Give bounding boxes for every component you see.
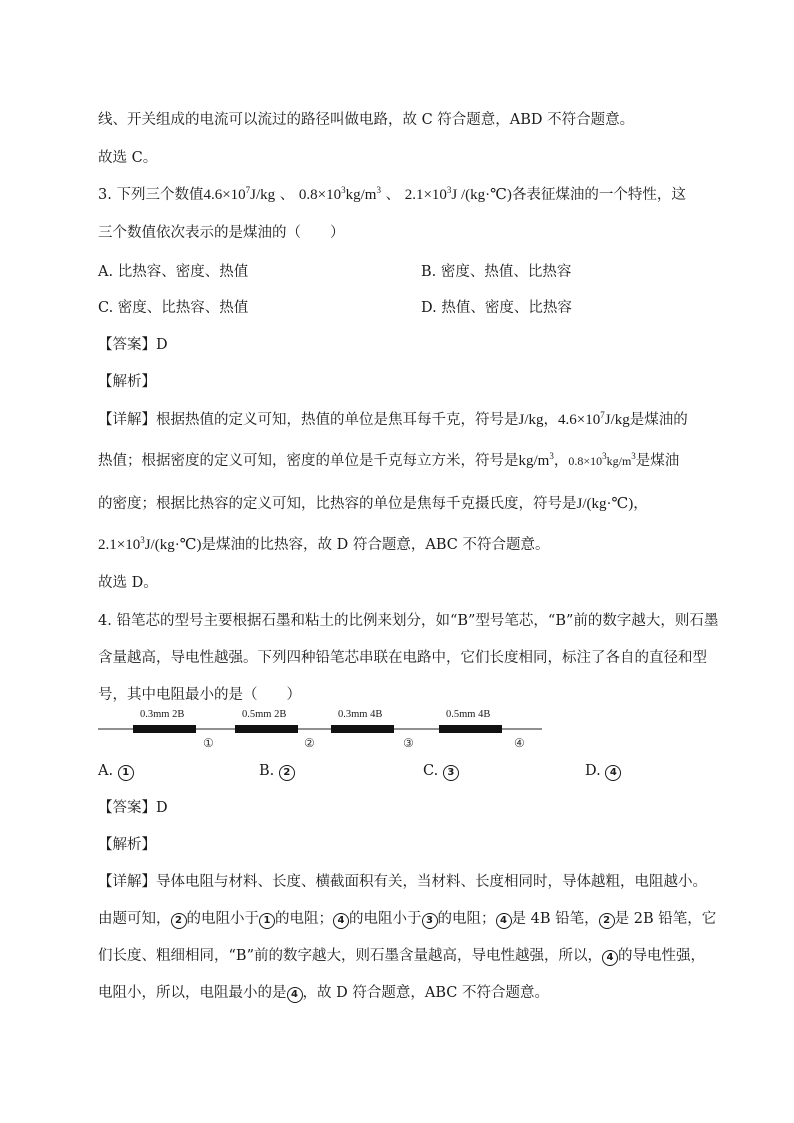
q4-detail-line3: 们长度、粗细相同，“B”前的数字越大，则石墨含量越高，导电性越强，所以， 4 的导电性强， — [98, 948, 705, 964]
q4-stem-line2: 含量越高，导电性越强。下列四种铅笔芯串联在电路中，它们长度相同，标注了各自的直径和型 — [98, 650, 707, 666]
q3-detail-line1: 【详解】根据热值的定义可知，热值的单位是焦耳每千克，符号是J/kg，$4.6\times 10^7J/kg$是煤油的 — [98, 410, 688, 428]
q3-stem: 3. 下列三个数值$4.6\times 10^7J/kg$ 、 $0.8\times 10^3kg/m^3$ 、 $2.1\times 10^3J$ /(kg·℃)各表征煤油的一个特性，这 — [98, 185, 686, 203]
q3-analysis-heading: 【解析】 — [98, 374, 156, 390]
lead-4-label: 0.5mm 4B — [446, 709, 491, 720]
q4-option-a: A. 1 — [98, 761, 134, 781]
choose-c: 故选 C。 — [98, 150, 158, 166]
q3-stem-line2: 三个数值依次表示的是煤油的（ ） — [98, 225, 345, 241]
q3-choose: 故选 D。 — [98, 575, 158, 591]
q4-option-c: C. 3 — [423, 761, 459, 781]
q3-detail-line2: 热值；根据密度的定义可知，密度的单位是千克每立方米，符号是$kg/m^3$，$0.8\times 10^3kg/m^3$是煤油 — [98, 451, 680, 469]
q4-answer: 【答案】D — [98, 800, 168, 816]
lead-2-label: 0.5mm 2B — [242, 709, 287, 720]
lead-1-number: ① — [203, 736, 214, 750]
pencil-lead-1 — [133, 725, 196, 733]
q3-option-b: B. 密度、热值、比热容 — [421, 264, 572, 280]
lead-2-number: ② — [304, 736, 315, 750]
pencil-lead-circuit-figure — [98, 700, 548, 760]
q3-detail-line3: 的密度；根据比热容的定义可知，比热容的单位是焦每千克摄氏度，符号是J/(kg·℃)， — [98, 496, 648, 512]
q3-option-d: D. 热值、密度、比热容 — [421, 300, 572, 316]
continuation-text: 线、开关组成的电流可以流过的路径叫做电路，故 C 符合题意，ABD 不符合题意。 — [98, 112, 635, 128]
q4-detail-line1: 【详解】导体电阻与材料、长度、横截面积有关，当材料、长度相同时，导体越粗，电阻越小。 — [98, 874, 707, 890]
q3-value-1: $4.6\times 10^7J/kg$ — [203, 185, 276, 203]
q4-option-d: D. 4 — [585, 761, 621, 781]
lead-1-label: 0.3mm 2B — [140, 709, 185, 720]
pencil-lead-3 — [331, 725, 394, 733]
lead-3-number: ③ — [403, 736, 414, 750]
q4-analysis-heading: 【解析】 — [98, 837, 156, 853]
q3-detail-line4: $2.1\times 10^3J/(kg\cdot℃)$是煤油的比热容，故 D 符合题意，ABC 不符合题意。 — [98, 535, 550, 553]
q3-answer: 【答案】D — [98, 337, 168, 353]
q3-value-3: $2.1\times 10^3J$ /(kg·℃) — [404, 185, 512, 203]
q3-value-2: $0.8\times 10^3kg/m^3$ — [298, 185, 381, 203]
q3-option-a: A. 比热容、密度、热值 — [98, 264, 249, 280]
q4-stem-line3: 号，其中电阻最小的是（ ） — [98, 687, 301, 703]
lead-4-number: ④ — [514, 736, 525, 750]
pencil-lead-4 — [439, 725, 502, 733]
q3-option-c: C. 密度、比热容、热值 — [98, 300, 249, 316]
q4-stem-line1: 4. 铅笔芯的型号主要根据石墨和粘土的比例来划分，如“B”型号笔芯，“B”前的数字越大，则石墨 — [98, 613, 719, 629]
q4-option-b: B. 2 — [259, 761, 295, 781]
lead-3-label: 0.3mm 4B — [338, 709, 383, 720]
pencil-lead-2 — [235, 725, 298, 733]
q4-detail-line4: 电阻小，所以，电阻最小的是 4 ，故 D 符合题意，ABC 不符合题意。 — [98, 985, 549, 1001]
q4-detail-line2: 由题可知， 2 的电阻小于 1 的电阻； 4 的电阻小于 3 的电阻； 4 是 4B 铅笔， 2 是 2B 铅笔，它 — [98, 911, 717, 927]
